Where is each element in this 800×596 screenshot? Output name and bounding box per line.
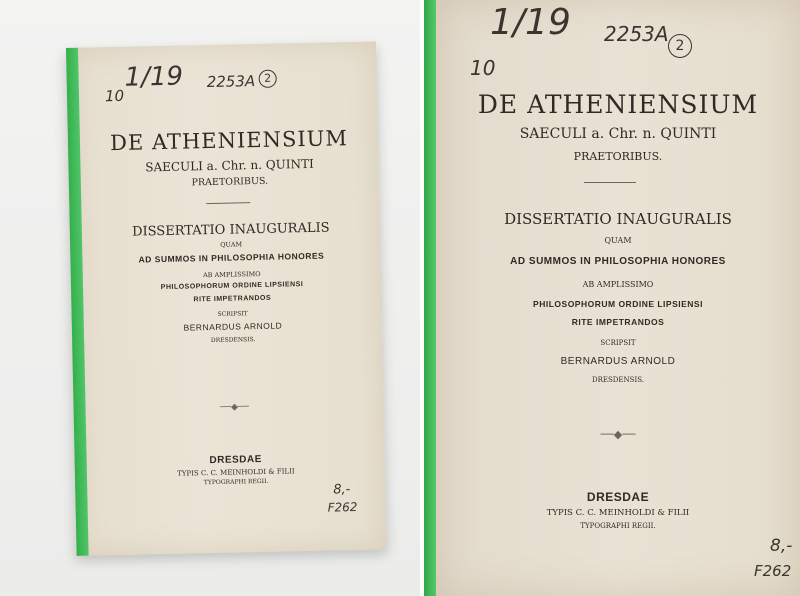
ordine-text: PHILOSOPHORUM ORDINE LIPSIENSI [160, 281, 304, 292]
dissertation-heading: DISSERTATIO INAUGURALIS [131, 220, 330, 240]
author-origin-detail: DRESDENSIS. [592, 376, 644, 384]
book-subtitle: SAECULI a. Chr. n. QUINTI [145, 156, 314, 175]
book-subtitle-2: PRAETORIBUS. [191, 175, 269, 189]
handwritten-number: 10 [104, 86, 125, 106]
handwritten-number-detail: 10 [470, 56, 496, 80]
scripsit-text: SCRIPSIT [217, 310, 248, 318]
title-rule-detail [584, 182, 636, 183]
handwritten-ref-detail: F262 [754, 562, 792, 580]
title-page [78, 42, 387, 556]
book-subtitle-detail: SAECULI a. Chr. n. QUINTI [519, 126, 717, 142]
scripsit-text-detail: SCRIPSIT [600, 339, 636, 347]
printer-text-detail: TYPIS C. C. MEINHOLDI & FILII [546, 508, 690, 518]
title-rule [206, 202, 250, 204]
typographi-text: TYPOGRAPHI REGII. [203, 477, 269, 487]
green-spine-detail [424, 0, 436, 596]
dissertation-heading-detail: DISSERTATIO INAUGURALIS [504, 210, 732, 228]
book-title: DE ATHENIENSIUM [109, 126, 349, 156]
handwritten-price: 8,- [333, 482, 351, 498]
handwritten-shelf-mark: 1/19 [124, 61, 184, 93]
typographi-text-detail: TYPOGRAPHI REGII. [580, 522, 656, 530]
ab-amplissimo-text: AB AMPLISSIMO [202, 269, 261, 280]
honores-text: AD SUMMOS IN PHILOSOPHIA HONORES [138, 250, 325, 265]
handwritten-code: 2253A [206, 72, 256, 92]
author-name-detail: BERNARDUS ARNOLD [560, 356, 676, 367]
author-name: BERNARDUS ARNOLD [183, 320, 283, 333]
handwritten-ref: F262 [327, 499, 358, 515]
handwritten-code-detail: 2253A [604, 22, 669, 46]
handwritten-circled: 2 [259, 70, 277, 88]
pamphlet-cover [66, 42, 387, 556]
ab-amplissimo-text-detail: AB AMPLISSIMO [582, 280, 654, 289]
ornament-divider: ──◆── [220, 402, 249, 413]
handwritten-shelf-mark-detail: 1/19 [490, 2, 571, 43]
ordine-text-detail: PHILOSOPHORUM ORDINE LIPSIENSI [533, 299, 703, 309]
handwritten-circled-detail: 2 [668, 34, 692, 58]
printer-text: TYPIS C. C. MEINHOLDI & FILII [177, 467, 295, 478]
rite-text: RITE IMPETRANDOS [193, 294, 272, 304]
quam-text: QUAM [220, 240, 243, 249]
title-page-detail [436, 0, 800, 596]
honores-text-detail: AD SUMMOS IN PHILOSOPHIA HONORES [510, 256, 726, 267]
product-photo-detail [424, 0, 800, 596]
place-text: DRESDAE [209, 453, 262, 467]
quam-text-detail: QUAM [604, 236, 632, 245]
book-subtitle-2-detail: PRAETORIBUS. [573, 150, 663, 163]
ornament-divider-detail: ──◆── [600, 428, 636, 441]
handwritten-price-detail: 8,- [770, 536, 793, 556]
place-text-detail: DRESDAE [586, 490, 650, 504]
author-origin: DRESDENSIS. [210, 336, 256, 345]
rite-text-detail: RITE IMPETRANDOS [571, 317, 665, 327]
book-title-detail: DE ATHENIENSIUM [477, 90, 759, 119]
